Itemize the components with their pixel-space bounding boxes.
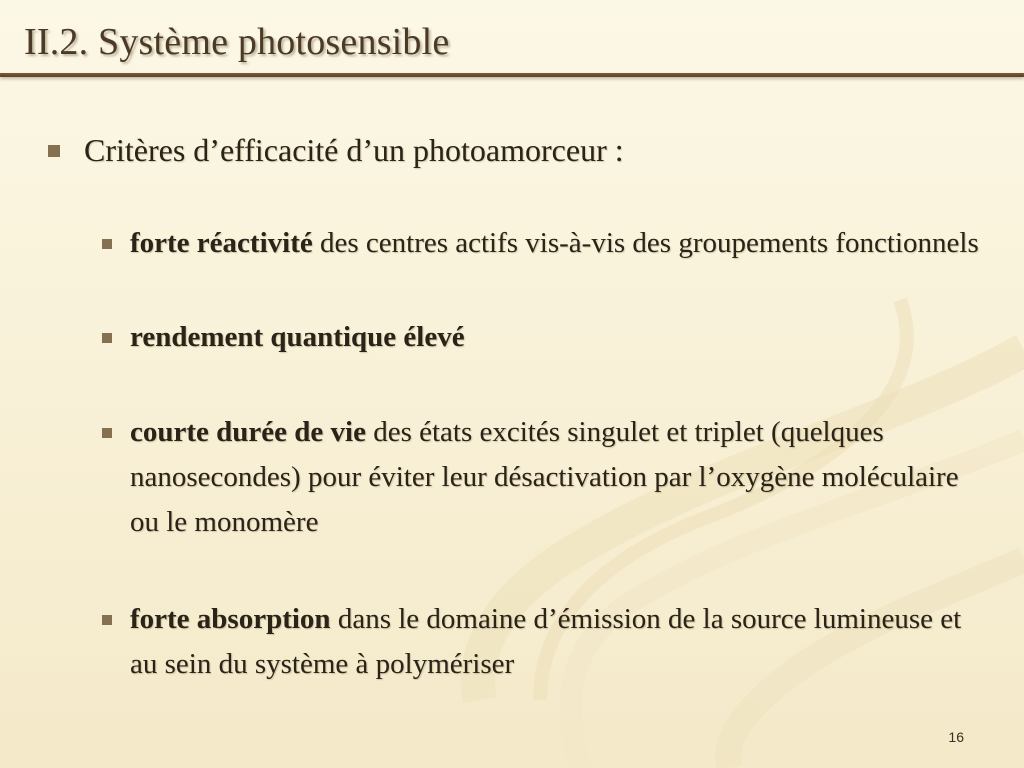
square-bullet-icon	[102, 615, 112, 625]
title-divider	[0, 73, 1024, 77]
sub-bullet-item	[88, 315, 994, 360]
square-bullet-icon	[48, 145, 60, 157]
square-bullet-icon	[102, 333, 112, 343]
slide-title: II.2. Système photosensible	[24, 21, 450, 63]
item-text: des centres actifs vis-à-vis des groupements fonctionnels	[312, 227, 979, 259]
sub-bullet-item	[88, 597, 994, 687]
bullet-heading	[44, 128, 994, 172]
item-bold-text: forte absorption	[130, 603, 331, 635]
slide-body	[44, 128, 994, 687]
square-bullet-icon	[102, 239, 112, 249]
square-bullet-icon	[102, 428, 112, 438]
heading-text: Critères d’efficacité d’un photoamorceur :	[84, 132, 624, 168]
item-text: dans le domaine d’émission de la source lumineuse et au sein du système à polymériser	[130, 603, 962, 680]
item-bold-text: courte durée de vie	[130, 416, 366, 448]
item-bold-text: forte réactivité	[130, 227, 313, 259]
item-text: des états excités singulet et triplet (quelques nanosecondes) pour éviter leur désactivation par l’oxygène moléculaire ou le monomère	[130, 416, 959, 538]
sub-bullet-item	[88, 221, 994, 266]
item-bold-text: rendement quantique élevé	[130, 321, 465, 353]
sub-bullet-item	[88, 410, 994, 545]
page-number: 16	[948, 729, 964, 745]
